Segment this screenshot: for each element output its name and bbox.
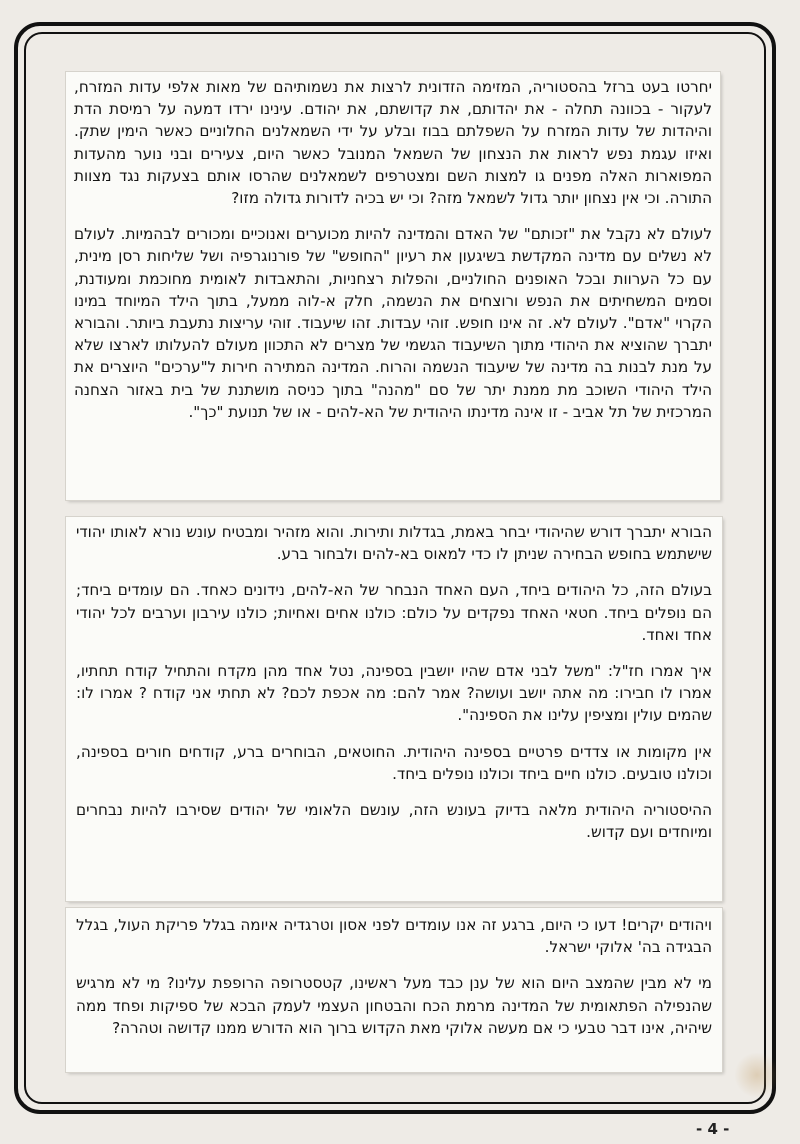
paragraph: לעולם לא נקבל את "זכותם" של האדם והמדינה להיות מכוערים ואנוכיים ומכורים לבהמיות. לעולם לא נשלים עם מדינה המקדשת בשיגעון את רעיון "החופש" של פורנוגרפיה ושל שליחות רסן מינית, עם כל הערוות ובכל האופנים החולניים, והפלות רצחניות, והתאבדות לאומית מחוכמת ומעודנת, וסמים המשחיתים את הנפש ורוצחים את הנשמה, חלק א-לוה ממעל, בתוך הילד המיוחד במינו הקרוי "אדם". לעולם לא. זה אינו חופש. זוהי עבדות. זהו שיעבוד. זוהי עריצות נתעבת ביותר. והבורא יתברך שהוציא את היהודי מתוך השיעבוד הגשמי של מצרים לא התכוון מעולם להעלותו לארצו שלא על מנת לבנות בה מדינה של שיעבוד הנשמה והרוח. המדינה המתירה חירות ל"ערכים" היוצרים את הילד היהודי השוכב מת ממנת יתר של סם "מהנה" בתוך כניסה מושתנת של בית באזור הצחנה המרכזית של תל אביב - זו אינה מדינתו היהודית של הא-להים - או של תנועת "כך". — [74, 225, 712, 421]
paragraph: הבורא יתברך דורש שהיהודי יבחר באמת, בגדלות ותירות. והוא מזהיר ומבטיח עונש נורא לאותו יהודי שישתמש בחופש הבחירה שניתן לו כדי למאוס בא-להים ולבחור ברע. — [76, 523, 712, 564]
paragraph: יחרטו בעט ברזל בהסטוריה, המזימה הזדונית לרצות את נשמותיהם של מאות אלפי עדות המזרח, לעקור - בכוונה תחלה - את יהדותם, את קדושתם, את יהודם. עינינו ירדו דמעה על רמיסת הדת והיהדות של עדות המזרח על השפלתם בבוז ובלע על ידי השמאלנים החלוניים כאשר הימין שתק. ואיזו עגמת נפש לראות את הנצחון של השמאל המנובל כאשר היום, צעירים ובני נוער מהעדות המפוארות האלה מפנים גו למצות השם ומצטרפים לשמאלנים שהרסו אותם בצעקות נגד מצוות התורה. וכי אין נצחון יותר גדול לשמאל מזה? וכי יש בכיה לדורות גדולה מזו? — [74, 78, 712, 208]
text-clipping-2 — [66, 517, 722, 901]
paragraph: מי לא מבין שהמצב היום הוא של ענן כבד מעל ראשינו, קטסטרופה הרופפת עלינו? מי לא מרגיש שהנפילה הפתאומית של המדינה מרמת הכח והבטחון העצמי לעמק הבכא של ספיקות ופחד ממה שיהיה, אינו דבר טבעי כי אם מעשה אלוקי מאת הקדוש ברוך הוא הדורש ממנו קדושה וטהרה? — [76, 974, 712, 1037]
paragraph: בעולם הזה, כל היהודים ביחד, העם האחד הנבחר של הא-להים, נידונים כאחד. הם עומדים ביחד; הם נופלים ביחד. חטאי האחד נפקדים על כולם: כולנו אחים ואחיות; כולנו עירבון וערבים לכל יהודי אחד ואחד. — [76, 581, 712, 644]
paragraph: ההיסטוריה היהודית מלאה בדיוק בעונש הזה, עונשם הלאומי של יהודים שסירבו להיות נבחרים ומיוחדים ועם קדוש. — [76, 801, 712, 842]
paper-stain — [734, 1052, 780, 1098]
paragraph: אין מקומות או צדדים פרטיים בספינה היהודית. החוטאים, הבוחרים ברע, קודחים חורים בספינה, וכולנו טובעים. כולנו חיים ביחד וכולנו נופלים ביחד. — [76, 742, 712, 783]
text-clipping-3 — [66, 908, 722, 1072]
paragraph: איך אמרו חז"ל: "משל לבני אדם שהיו יושבין בספינה, נטל אחד מהן מקדח והתחיל קודח תחתיו, אמרו לו חבירו: מה אתה יושב ועושה? אמר להם: מה אכפת לכם? לא תחתי אני קודח ? אמרו לו: שהמים עולין ומציפין עלינו את הספינה". — [76, 662, 712, 725]
page-number: - 4 - — [696, 1120, 730, 1138]
text-clipping-1 — [66, 72, 720, 500]
paragraph: ויהודים יקרים! דעו כי היום, ברגע זה אנו עומדים לפני אסון וטרגדיה איומה בגלל פריקת העול, בגלל הבגידה בה' אלוקי ישראל. — [76, 916, 712, 957]
